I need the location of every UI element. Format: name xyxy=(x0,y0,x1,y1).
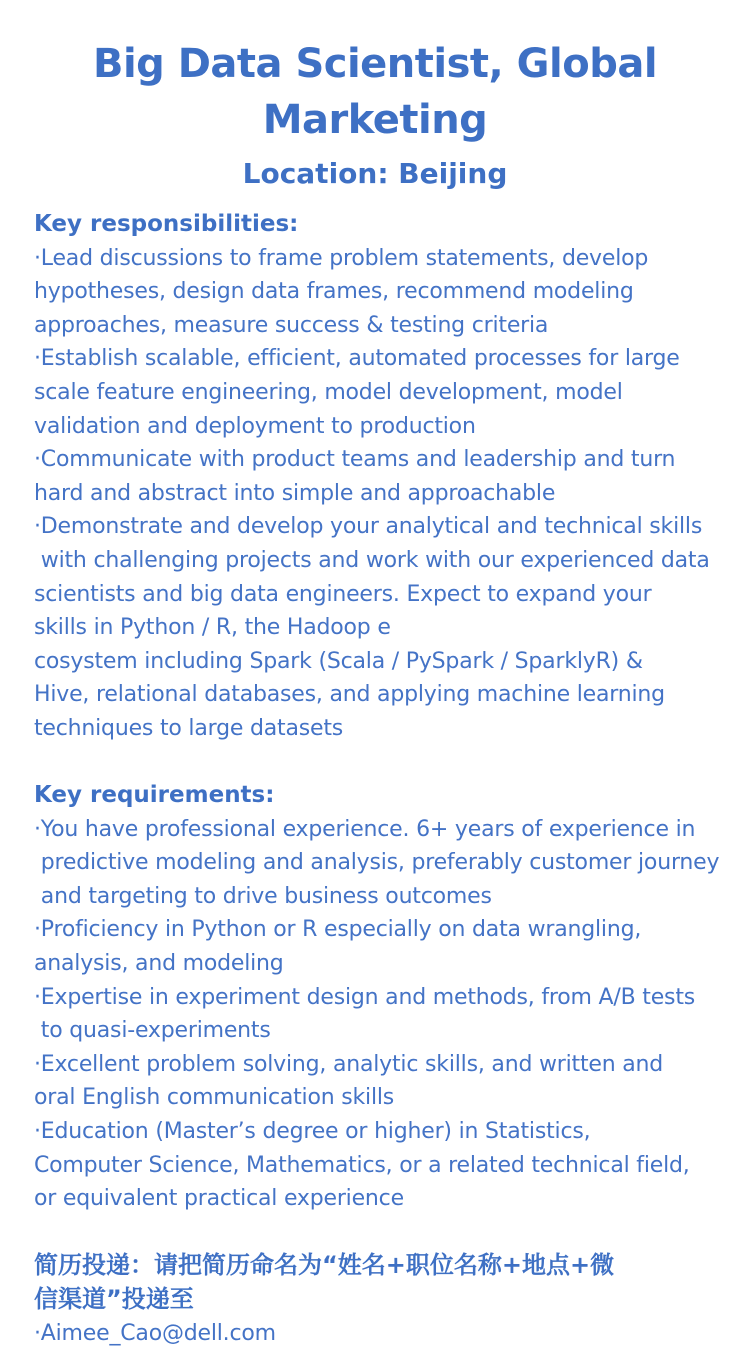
requirement-line: and targeting to drive business outcomes xyxy=(34,883,492,909)
section-spacer xyxy=(34,1216,716,1250)
requirement-line: ·Excellent problem solving, analytic skills, and written and xyxy=(34,1051,664,1077)
requirement-line: ·Proficiency in Python or R especially on data wrangling, xyxy=(34,917,642,943)
responsibilities-section xyxy=(34,208,716,746)
responsibility-line: skills in Python / R, the Hadoop e xyxy=(34,615,391,641)
responsibility-line: cosystem including Spark (Scala / PySpark / SparklyR) & xyxy=(34,648,643,674)
responsibility-line: validation and deployment to production xyxy=(34,413,476,439)
requirement-line: ·Expertise in experiment design and methods, from A/B tests xyxy=(34,984,696,1010)
responsibility-line: approaches, measure success & testing criteria xyxy=(34,312,549,338)
responsibility-line: ·Demonstrate and develop your analytical and technical skills xyxy=(34,514,703,540)
responsibilities-heading: Key responsibilities: xyxy=(34,211,299,237)
application-heading-line: 简历投递：请把简历命名为“姓名+职位名称+地点+微 xyxy=(34,1251,615,1280)
requirement-line: predictive modeling and analysis, preferably customer journey xyxy=(34,850,720,876)
responsibility-line: ·Establish scalable, efficient, automated processes for large xyxy=(34,346,680,372)
requirements-heading: Key requirements: xyxy=(34,782,275,809)
requirements-section xyxy=(34,779,720,1216)
responsibility-line: scale feature engineering, model development, model xyxy=(34,379,623,405)
responsibility-line: hard and abstract into simple and approachable xyxy=(34,480,556,506)
application-heading-line: 信渠道”投递至 xyxy=(34,1285,194,1313)
requirement-line: or equivalent practical experience xyxy=(34,1186,404,1212)
section-spacer xyxy=(34,746,716,780)
responsibility-line: with challenging projects and work with our experienced data xyxy=(34,547,710,573)
responsibility-line: ·Lead discussions to frame problem statements, develop xyxy=(34,245,649,271)
requirement-line: oral English communication skills xyxy=(34,1085,395,1111)
job-title: Big Data Scientist, Global Marketing xyxy=(92,41,658,143)
requirement-line: ·Education (Master’s degree or higher) in Statistics, xyxy=(34,1119,591,1145)
application-section xyxy=(34,1249,716,1350)
requirement-line: analysis, and modeling xyxy=(34,951,284,977)
responsibility-line: ·Communicate with product teams and leadership and turn xyxy=(34,447,676,473)
responsibility-line: techniques to large datasets xyxy=(34,715,344,741)
application-email[interactable]: ·Aimee_Cao@dell.com xyxy=(34,1320,276,1346)
responsibility-line: hypotheses, design data frames, recommend modeling xyxy=(34,279,634,305)
requirement-line: ·You have professional experience. 6+ years of experience in xyxy=(34,816,696,842)
requirement-line: to quasi-experiments xyxy=(34,1018,271,1044)
responsibility-line: scientists and big data engineers. Expect to expand your xyxy=(34,581,652,607)
job-location: Location: Beijing xyxy=(242,157,508,190)
requirement-line: Computer Science, Mathematics, or a related technical field, xyxy=(34,1152,690,1178)
responsibility-line: Hive, relational databases, and applying machine learning xyxy=(34,682,665,708)
